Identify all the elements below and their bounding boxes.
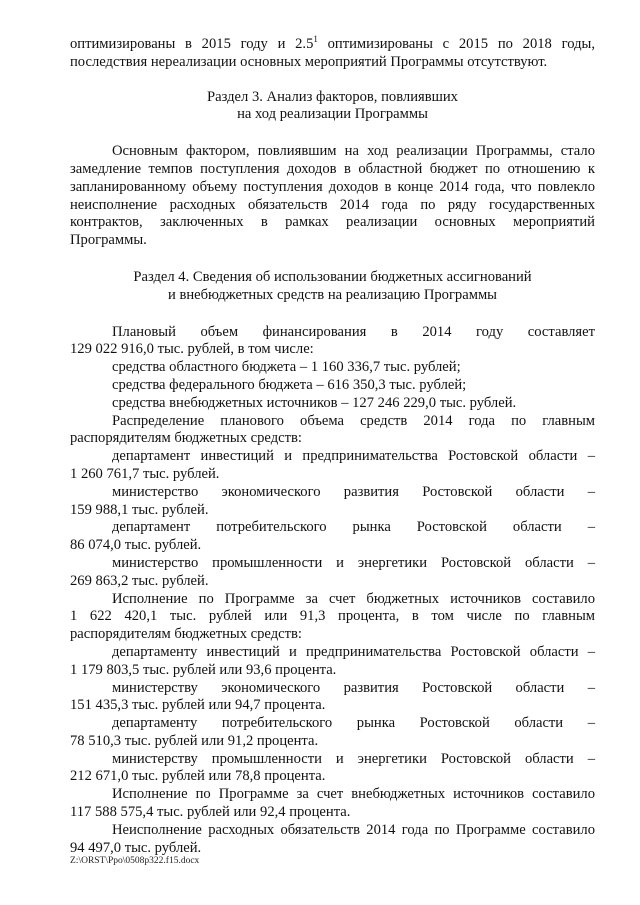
file-path-footer: Z:\ORST\Ppo\0508p322.f15.docx (70, 856, 200, 866)
section-4-heading: Раздел 4. Сведения об использовании бюджетных ассигнований и внебюджетных средств на реализацию Программы (133, 268, 532, 303)
intro-line-1: оптимизированы в 2015 году и $2.5^1$ оптимизированы с 2015 по 2018 годы, (70, 34, 595, 52)
intro-paragraph (70, 36, 595, 72)
regional-budget-line: средства областного бюджета – 1 160 336,7 тыс. рублей; (112, 359, 461, 376)
footnote-marker: 1 (313, 34, 318, 45)
intro-line-2: последствия нереализации основных мероприятий Программы отсутствуют. (70, 53, 548, 70)
plan-volume-line: Плановый объем финансирования в 2014 году составляет (112, 323, 595, 340)
document-body (70, 36, 595, 857)
section-3-heading: Раздел 3. Анализ факторов, повлиявших на ход реализации Программы (207, 88, 458, 123)
section-4-body: Плановый объем финансирования в 2014 году составляет 129 022 916,0 тыс. рублей, в том числе: средства областного бюджета – 1 160 336,7 тыс. рублей; средства федерального бюджета – 616 350,3 тыс. рублей; средства внебюджетных источников – 127 246 229,0 тыс. рублей. Распределение планового объема средств 2014 года по главным распорядителям бюджетных средств: департамент инвестиций и предпринимательства Ростовской области – 1 260 761,7 тыс. рублей. министерство экономического развития Ростовской области – 159 988,1 тыс. рублей. департамент потребительского рынка Ростовской области – 86 074,0 тыс. рублей. министерство промышленности и энергетики Ростовской области – 269 863,2 тыс. рублей. Исполнение по Программе за счет бюджетных источников составило 1 622 420,1 тыс. рублей или 91,3 процента, в том числе по главным распорядителям бюджетных средств: департаменту инвестиций и предпринимательства Ростовской области – 1 179 803,5 тыс. рублей или 93,6 процента. министерству экономического развития Ростовской области – 151 435,3 тыс. рублей или 94,7 процента. департаменту потребительского рынка Ростовской области – 78 510,3 тыс. рублей или 91,2 процента. министерству промышленности и энергетики Ростовской области – 212 671,0 тыс. рублей или 78,8 процента. Исполнение по Программе за счет внебюджетных источников составило 117 588 575,4 тыс. рублей или 92,4 процента. Неисполнение расходных обязательств 2014 года по Программе составило 94 497,0 тыс. рублей. (70, 323, 595, 856)
section-3-paragraph: Основным фактором, повлиявшим на ход реализации Программы, стало замедление темпов поступления доходов в областной бюджет по отношению к запланированному объему поступления доходов в конце 2014 года, что повлекло неисполнение расходных обязательств 2014 года по ряду государственных контрактов, заключенных в рамках реализации основных мероприятий Программы. (70, 143, 595, 249)
extrabudget-line: средства внебюджетных источников – 127 246 229,0 тыс. рублей. (112, 394, 517, 411)
federal-budget-line: средства федерального бюджета – 616 350,3 тыс. рублей; (112, 376, 467, 393)
